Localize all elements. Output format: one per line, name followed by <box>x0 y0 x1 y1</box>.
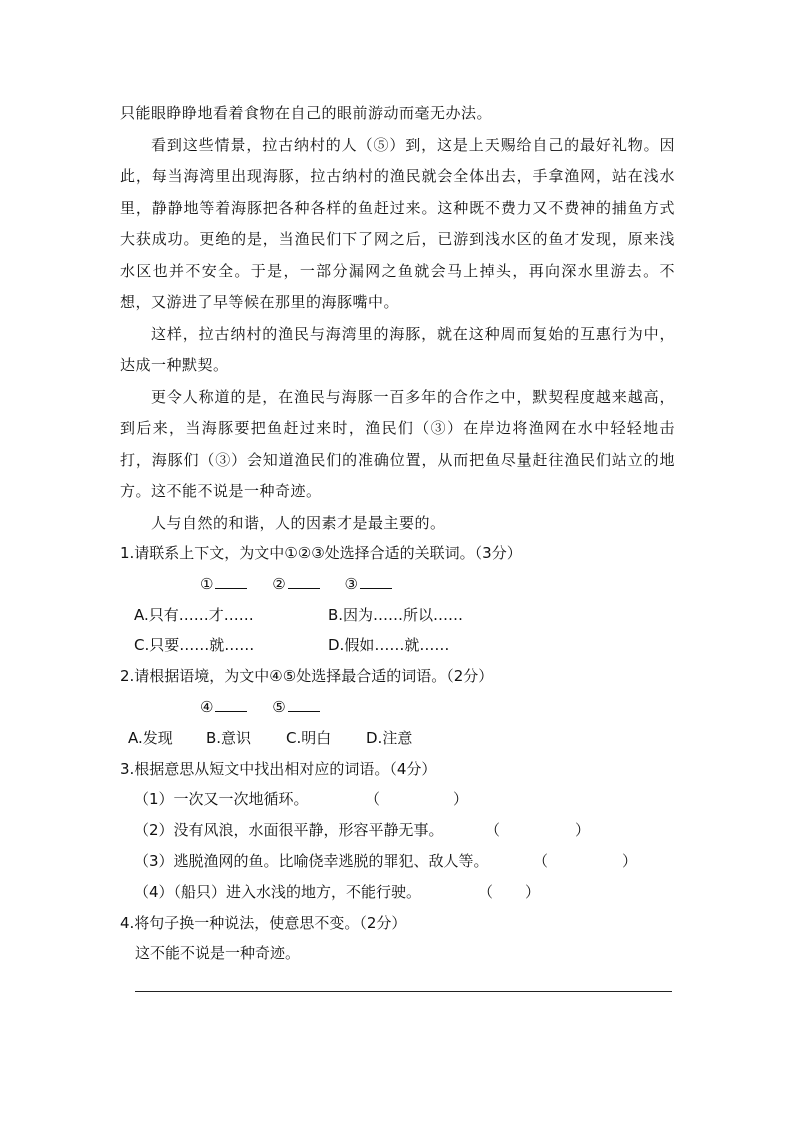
question-3-item: （3）逃脱渔网的鱼。比喻侥幸逃脱的罪犯、敌人等。 （ ） <box>120 846 680 877</box>
passage-paragraph: 人与自然的和谐，人的因素才是最主要的。 <box>151 513 446 532</box>
passage-paragraph: 看到这些情景，拉古纳村的人（⑤）到，这是上天赐给自己的最好礼物。因此，每当海湾里出现海豚，拉古纳村的渔民就会全体出去，手拿渔网，站在浅水里，静静地等着海豚把各种各样的鱼赶过来。这种既不费力又不费神的捕鱼方式大获成功。更绝的是，当渔民们下了网之后，已游到浅水区的鱼才发现，原来浅水区也并不安全。于是，一部分漏网之鱼就会马上掉头，再向深水里游去。不想，又游进了早等候在那里的海豚嘴中。 <box>120 135 675 311</box>
questions-section <box>120 538 680 969</box>
option-a[interactable]: A.发现 <box>128 728 173 747</box>
question-2-options <box>120 723 680 754</box>
question-2-prompt: 2.请根据语境，为文中④⑤处选择最合适的词语。（2分） <box>120 667 494 686</box>
answer-line[interactable] <box>135 991 672 992</box>
blank-3[interactable]: ③ <box>344 569 391 600</box>
question-4-prompt: 4.将句子换一种说法，使意思不变。（2分） <box>120 913 407 932</box>
passage-paragraph: 只能眼睁睁地看着食物在自己的眼前游动而毫无办法。 <box>120 104 493 122</box>
question-2-blanks <box>120 692 680 723</box>
question-3-item: （2）没有风浪，水面很平静，形容平静无事。 （ ） <box>120 815 680 846</box>
question-4-sentence: 这不能不说是一种奇迹。 <box>135 944 301 963</box>
question-1-blanks <box>120 569 680 600</box>
option-c[interactable]: C.只要……就…… <box>134 636 255 655</box>
option-a[interactable]: A.只有……才…… <box>134 605 254 624</box>
blank-1[interactable]: ① <box>200 569 247 600</box>
option-b[interactable]: B.意识 <box>206 728 252 747</box>
question-3-item: （1）一次又一次地循环。 （ ） <box>120 784 680 815</box>
passage-paragraph: 更令人称道的是，在渔民与海豚一百多年的合作之中，默契程度越来越高，到后来，当海豚要把鱼赶过来时，渔民们（③）在岸边将渔网在水中轻轻地击打，海豚们（③）会知道渔民们的准确位置，从而把鱼尽量赶往渔民们站立的地方。这不能不说是一种奇迹。 <box>120 387 675 500</box>
blank-4[interactable]: ④ <box>200 692 247 723</box>
answer-paren-close: ） <box>575 821 591 840</box>
option-c[interactable]: C.明白 <box>286 728 332 747</box>
option-b[interactable]: B.因为……所以…… <box>328 605 464 624</box>
option-d[interactable]: D.假如……就…… <box>328 636 450 655</box>
answer-paren-open[interactable]: （ <box>365 790 381 809</box>
question-1-options-row-1 <box>120 600 680 631</box>
answer-paren-close: ） <box>453 790 469 809</box>
reading-passage <box>120 98 675 539</box>
answer-paren-open[interactable]: （ <box>485 821 501 840</box>
blank-5[interactable]: ⑤ <box>272 692 319 723</box>
answer-paren-open[interactable]: （ <box>533 851 549 870</box>
option-d[interactable]: D.注意 <box>366 728 413 747</box>
question-1-prompt: 1.请联系上下文，为文中①②③处选择合适的关联词。（3分） <box>120 544 522 562</box>
passage-paragraph: 这样，拉古纳村的渔民与海湾里的海豚，就在这种周而复始的互惠行为中，达成一种默契。 <box>120 324 675 374</box>
blank-2[interactable]: ② <box>272 569 319 600</box>
answer-paren-open[interactable]: （ <box>478 882 494 901</box>
answer-paren-close: ） <box>622 851 638 870</box>
question-3-prompt: 3.根据意思从短文中找出相对应的词语。（4分） <box>120 759 437 778</box>
answer-paren-close: ） <box>525 882 541 901</box>
question-3-item: （4）（船只）进入水浅的地方，不能行驶。 （ ） <box>120 877 680 908</box>
question-1-options-row-2 <box>120 630 680 661</box>
